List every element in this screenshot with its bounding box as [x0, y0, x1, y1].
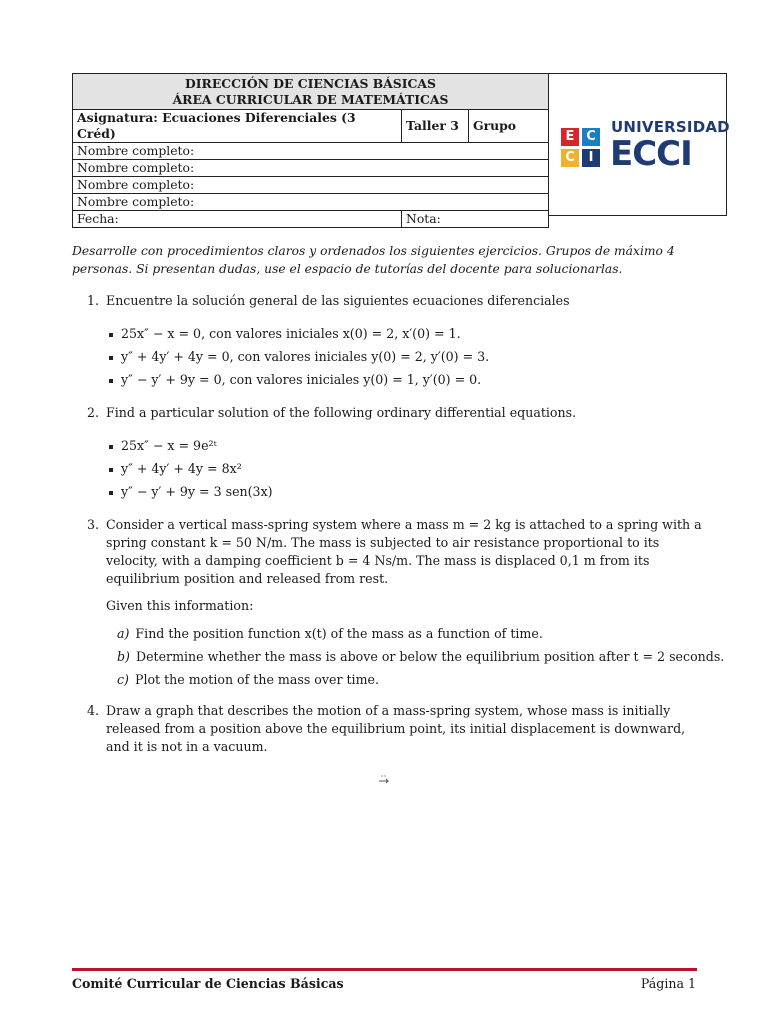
subject-cell: Asignatura: Ecuaciones Diferenciales (3 Créd) [73, 110, 402, 143]
question-1-number: 1. [87, 293, 100, 308]
header-block [72, 73, 730, 226]
footer-page-number: Página 1 [640, 976, 696, 991]
question-4 [87, 702, 702, 756]
list-item-mark: c) [117, 672, 129, 687]
logo-box [549, 73, 730, 216]
list-item-text: Find the position function x(t) of the mass as a function of time. [135, 626, 543, 641]
date-field[interactable]: Fecha: [73, 211, 402, 228]
header-table [72, 73, 549, 228]
logo-university-text: UNIVERSIDAD [611, 118, 730, 136]
question-4-number: 4. [87, 703, 100, 718]
question-1 [87, 292, 702, 310]
list-item-text: Plot the motion of the mass over time. [134, 672, 379, 687]
list-item: 25x″ − x = 9e²ᵗ [107, 437, 273, 460]
list-item-mark: b) [117, 649, 130, 664]
list-item: y″ − y′ + 9y = 3 sen(3x) [107, 483, 273, 506]
question-3 [87, 516, 702, 615]
logo-tile-e: E [561, 128, 579, 146]
workshop-cell: Taller 3 [402, 110, 469, 143]
instructions: Desarrolle con procedimientos claros y ordenados los siguientes ejercicios. Grupos de máximo 4 personas. Si presentan dudas, use el espacio de tutorías del docente para solucionarlas. [72, 244, 675, 276]
logo-tile-c1: C [582, 128, 600, 146]
footer-rule [72, 968, 697, 971]
logo-ecci-text: ECCI [610, 134, 692, 174]
name-field-3[interactable]: Nombre completo: [73, 177, 549, 194]
list-item [117, 625, 724, 648]
question-3-given: Given this information: [106, 598, 254, 613]
list-item [117, 671, 724, 694]
group-cell: Grupo [469, 110, 549, 143]
question-1-list [107, 325, 489, 394]
list-item: y″ + 4y′ + 4y = 0, con valores iniciales y(0) = 2, y′(0) = 3. [107, 348, 489, 371]
list-item: y″ − y′ + 9y = 0, con valores iniciales y(0) = 1, y′(0) = 0. [107, 371, 489, 394]
list-item [117, 648, 724, 671]
small-mark-icon [378, 773, 390, 785]
logo-tile-i: I [582, 149, 600, 167]
footer-committee: Comité Curricular de Ciencias Básicas [72, 976, 344, 991]
question-2-text: Find a particular solution of the following ordinary differential equations. [106, 405, 577, 420]
list-item-mark: a) [117, 626, 130, 641]
header-title [73, 74, 549, 110]
list-item-text: Determine whether the mass is above or below the equilibrium position after t = 2 seconds. [135, 649, 725, 664]
logo-tile-c2: C [561, 149, 579, 167]
header-line2: ÁREA CURRICULAR DE MATEMÁTICAS [172, 92, 449, 107]
header-line1: DIRECCIÓN DE CIENCIAS BÁSICAS [185, 76, 436, 91]
question-3-list [117, 625, 724, 694]
question-4-text: Draw a graph that describes the motion of a mass-spring system, whose mass is initially released from a position above the equilibrium point, its initial displacement is downward, and it is not in a vacuum. [106, 703, 686, 754]
question-2 [87, 404, 702, 422]
question-3-text: Consider a vertical mass-spring system where a mass m = 2 kg is attached to a spring with a spring constant k = 50 N/m. The mass is subjected to air resistance proportional to its velocity, with a damping coefficient b = 4 Ns/m. The mass is displaced 0,1 m from its equilibrium position and released from rest. [106, 517, 702, 586]
list-item: y″ + 4y′ + 4y = 8x² [107, 460, 273, 483]
name-field-4[interactable]: Nombre completo: [73, 194, 549, 211]
question-3-number: 3. [87, 517, 100, 532]
university-logo [561, 116, 730, 176]
question-1-text: Encuentre la solución general de las siguientes ecuaciones diferenciales [106, 293, 570, 308]
name-field-1[interactable]: Nombre completo: [73, 143, 549, 160]
grade-field[interactable]: Nota: [402, 211, 549, 228]
list-item: 25x″ − x = 0, con valores iniciales x(0) = 2, x′(0) = 1. [107, 325, 489, 348]
question-2-list [107, 437, 273, 506]
name-field-2[interactable]: Nombre completo: [73, 160, 549, 177]
question-2-number: 2. [87, 405, 100, 420]
